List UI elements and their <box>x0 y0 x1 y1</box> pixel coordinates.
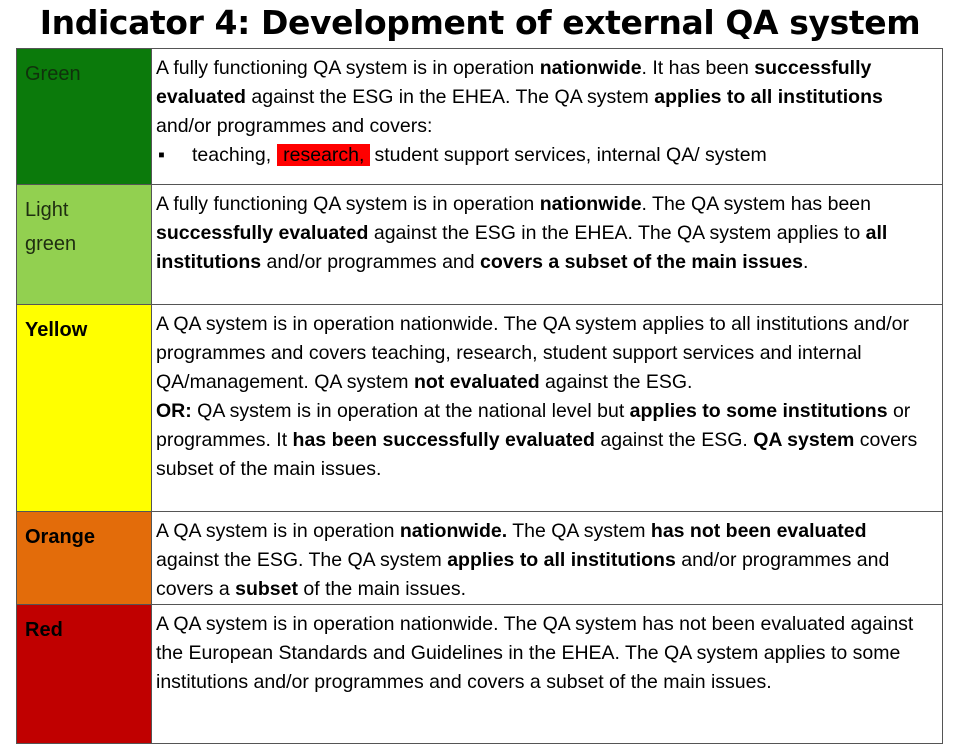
table-row-yellow <box>17 305 943 512</box>
page-title: Indicator 4: Development of external QA system <box>39 3 921 42</box>
table-row-red <box>17 605 943 744</box>
description-cell-red: A QA system is in operation nationwide. The QA system has not been evaluated against the European Standards and Guidelines in the EHEA. The QA system applies to some institutions and/or programmes and covers a subset of the main issues. <box>152 605 943 744</box>
table-row-green <box>17 49 943 185</box>
description-cell-light-green: A fully functioning QA system is in operation nationwide. The QA system has been successfully evaluated against the ESG in the EHEA. The QA system applies to all institutions and/or programmes and covers a subset of the main issues. <box>152 185 943 305</box>
level-cell-green: Green <box>17 49 152 185</box>
table-row-light-green <box>17 185 943 305</box>
indicator-table <box>16 48 943 744</box>
table-row-orange <box>17 512 943 605</box>
bullet-item: ▪ teaching, research, student support services, internal QA/ system <box>156 144 767 166</box>
description-cell-yellow: A QA system is in operation nationwide. The QA system applies to all institutions and/or programmes and covers teaching, research, student support services and internal QA/management. QA system not evaluated against the ESG. OR: QA system is in operation at the national level but applies to some institutions or programmes. It has been successfully evaluated against the ESG. QA system covers subset of the main issues. <box>152 305 943 512</box>
level-cell-orange: Orange <box>17 512 152 605</box>
level-cell-light-green: Light green <box>17 185 152 305</box>
highlighted-research: research, <box>277 144 370 166</box>
bullet-icon: ▪ <box>158 144 165 166</box>
description-cell-green: A fully functioning QA system is in operation nationwide. It has been successfully evaluated against the ESG in the EHEA. The QA system applies to all institutions and/or programmes and covers: ▪ teaching, research, student support services, internal QA/ system <box>152 49 943 185</box>
level-cell-red: Red <box>17 605 152 744</box>
level-cell-yellow: Yellow <box>17 305 152 512</box>
description-cell-orange: A QA system is in operation nationwide. The QA system has not been evaluated against the ESG. The QA system applies to all institutions and/or programmes and covers a subset of the main issues. <box>152 512 943 605</box>
